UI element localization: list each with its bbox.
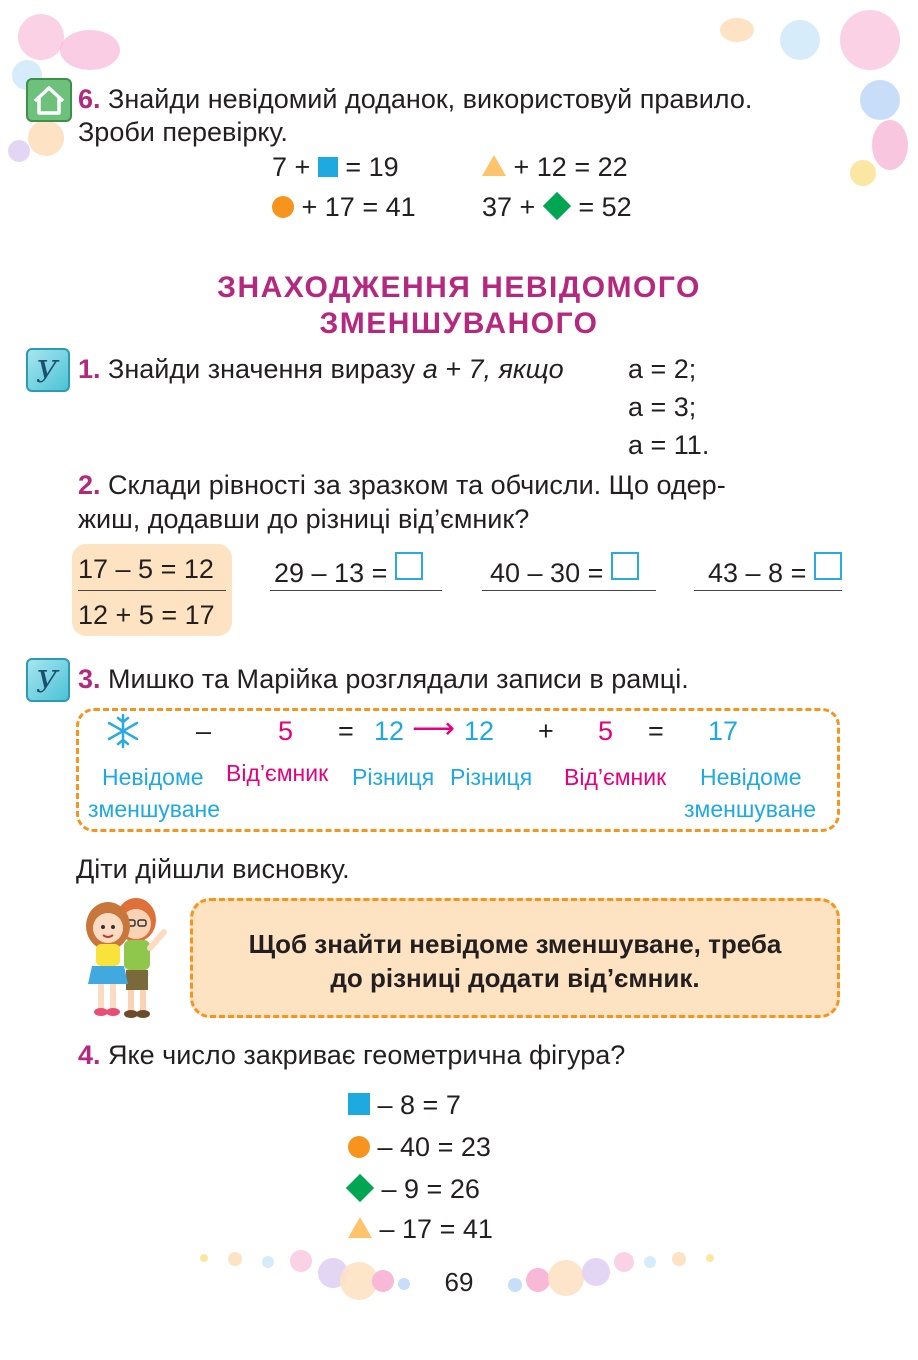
rule-box xyxy=(190,898,840,1018)
yellow-triangle-icon xyxy=(482,155,506,176)
green-diamond-icon xyxy=(346,1174,374,1202)
task4-eq1-text: – 8 = 7 xyxy=(377,1090,461,1120)
label-minuend-1a: Невідоме xyxy=(102,764,204,790)
task4-eq1 xyxy=(348,1088,461,1122)
rule-line1: Щоб знайти невідоме зменшуване, треба xyxy=(248,929,782,959)
page-number: 69 xyxy=(444,1267,474,1297)
oral-task-badge-icon xyxy=(26,658,70,702)
task2-text-line2: жиш, додавши до різниці від’ємник? xyxy=(78,504,530,534)
task6-number: 6. xyxy=(78,84,101,114)
task1-text: Знайди значення виразу xyxy=(108,354,416,384)
task4-eq2 xyxy=(348,1130,491,1164)
rule-line2: до різниці додати від’ємник. xyxy=(330,963,700,993)
task1-value-2: а = 3; xyxy=(628,392,697,422)
eq-a-text: 29 – 13 = xyxy=(274,558,388,588)
task6-text-line2: Зроби перевірку. xyxy=(78,117,288,147)
blue-square-icon xyxy=(318,157,338,177)
orange-circle-icon xyxy=(348,1136,370,1158)
eq3-right: + 17 = 41 xyxy=(301,192,416,222)
frame-difference-2: 12 xyxy=(464,716,495,746)
eq2-right: + 12 = 22 xyxy=(513,152,628,182)
label-subtrahend-1: Від’ємник xyxy=(226,760,329,786)
frame-eq-1: = xyxy=(338,716,354,746)
task3-line xyxy=(78,662,689,696)
snowflake-icon xyxy=(104,712,142,755)
eq-a-line xyxy=(270,590,442,591)
task6-eq3 xyxy=(272,190,416,224)
frame-eq-2: = xyxy=(648,716,664,746)
label-difference-1: Різниця xyxy=(352,764,435,790)
task6-eq1 xyxy=(272,150,399,184)
task4-eq3 xyxy=(346,1172,480,1206)
eq-b-line xyxy=(482,590,656,591)
eq1-left: 7 + xyxy=(272,152,311,182)
task4-line xyxy=(78,1038,625,1072)
task4-text: Яке число закриває геометрична фігура? xyxy=(108,1040,626,1070)
label-difference-2: Різниця xyxy=(450,764,533,790)
eq1-right: = 19 xyxy=(345,152,399,182)
answer-box[interactable] xyxy=(814,552,842,580)
task6-eq2 xyxy=(482,150,628,184)
sample-bottom: 12 + 5 = 17 xyxy=(78,600,215,630)
task1-expr: а + 7, якщо xyxy=(422,354,564,384)
answer-box[interactable] xyxy=(395,552,423,580)
eq4-left: 37 + xyxy=(482,192,536,222)
section-title-line2: ЗМЕНШУВАНОГО xyxy=(319,307,599,340)
green-diamond-icon xyxy=(543,192,571,220)
task2-line1 xyxy=(78,468,726,502)
task1-number: 1. xyxy=(78,354,101,384)
eq-b-text: 40 – 30 = xyxy=(490,558,604,588)
frame-plus: + xyxy=(538,716,554,746)
task4-number: 4. xyxy=(78,1040,101,1070)
task4-eq4 xyxy=(348,1212,493,1246)
label-minuend-1b: зменшуване xyxy=(88,796,221,822)
answer-box[interactable] xyxy=(611,552,639,580)
frame-subtrahend-1: 5 xyxy=(278,716,294,746)
label-minuend-2b: зменшуване xyxy=(684,796,817,822)
conclusion-text: Діти дійшли висновку. xyxy=(76,854,350,884)
frame-subtrahend-2: 5 xyxy=(598,716,614,746)
frame-difference-1: 12 xyxy=(374,716,405,746)
eq-c-text: 43 – 8 = xyxy=(708,558,807,588)
task2-eq-c xyxy=(708,552,842,590)
blue-square-icon xyxy=(348,1093,370,1115)
sample-divider xyxy=(78,590,226,591)
task2-text-line1: Склади рівності за зразком та обчисли. Що одер- xyxy=(108,470,726,500)
task1-value-3: а = 11. xyxy=(628,430,710,460)
section-title-line1: ЗНАХОДЖЕННЯ НЕВІДОМОГО xyxy=(217,271,701,304)
home-task-icon xyxy=(26,78,72,122)
eq-c-line xyxy=(694,590,842,591)
label-minuend-2a: Невідоме xyxy=(700,764,802,790)
task3-text: Мишко та Марійка розглядали записи в рамці. xyxy=(108,664,689,694)
sample-box xyxy=(72,544,232,636)
oral-task-badge-icon xyxy=(26,348,70,392)
rule-text xyxy=(193,927,837,995)
task3-number: 3. xyxy=(78,664,101,694)
task6-text-line1: Знайди невідомий доданок, використовуй правило. xyxy=(108,84,753,114)
task1-line xyxy=(78,352,564,386)
orange-circle-icon xyxy=(272,196,294,218)
badge-letter: У xyxy=(36,665,58,700)
task4-eq3-text: – 9 = 26 xyxy=(381,1174,480,1204)
section-title xyxy=(0,270,918,342)
frame-result: 17 xyxy=(708,716,739,746)
task1-value-1: а = 2; xyxy=(628,354,697,384)
task2-number: 2. xyxy=(78,470,101,500)
arrow-right-icon: ⟶ xyxy=(412,712,456,745)
eq4-right: = 52 xyxy=(578,192,632,222)
task6-eq4 xyxy=(482,190,632,224)
task4-eq4-text: – 17 = 41 xyxy=(379,1214,493,1244)
children-illustration xyxy=(74,890,174,1025)
sample-top: 17 – 5 = 12 xyxy=(78,554,214,584)
badge-letter: У xyxy=(36,355,58,390)
task2-eq-b xyxy=(490,552,639,590)
frame-minus: – xyxy=(196,716,212,746)
yellow-triangle-icon xyxy=(348,1217,372,1238)
task6-line1 xyxy=(78,82,752,116)
task2-eq-a xyxy=(274,552,423,590)
label-subtrahend-2: Від’ємник xyxy=(564,764,667,790)
task4-eq2-text: – 40 = 23 xyxy=(377,1132,491,1162)
